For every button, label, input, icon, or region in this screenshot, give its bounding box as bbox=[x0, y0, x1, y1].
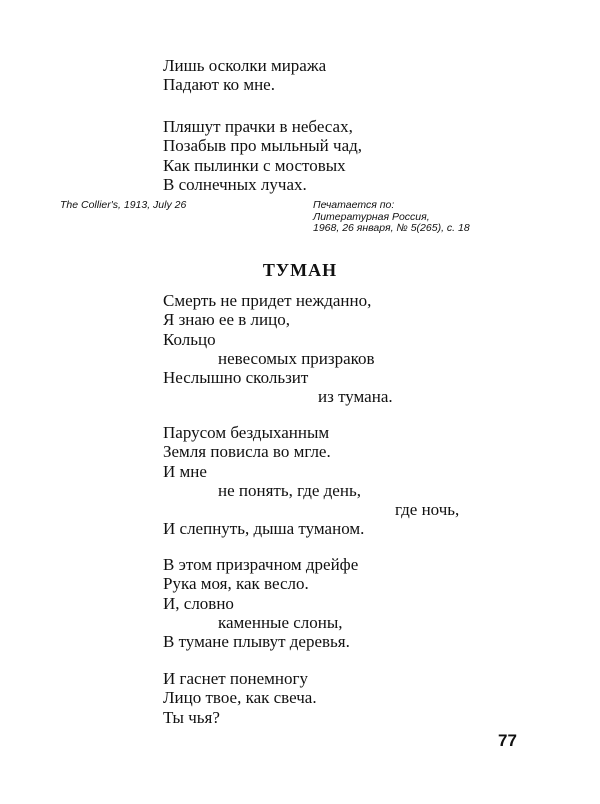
poem-line: Ты чья? bbox=[163, 707, 220, 727]
poem-line: Земля повисла во мгле. bbox=[163, 442, 331, 462]
stanza bbox=[163, 56, 326, 95]
poem-line: каменные слоны, bbox=[218, 612, 343, 632]
poem-line: Пляшут прачки в небесах, bbox=[163, 117, 353, 136]
poem-line: Рука моя, как весло. bbox=[163, 574, 309, 594]
poem-line: И мне bbox=[163, 461, 207, 481]
poem-line: не понять, где день, bbox=[218, 480, 361, 500]
poem-line: Падают ко мне. bbox=[163, 75, 275, 95]
poem-line: Как пылинки с мостовых bbox=[163, 155, 346, 175]
poem-line: Я знаю ее в лицо, bbox=[163, 310, 290, 330]
poem-line: И слепнуть, дыша туманом. bbox=[163, 519, 365, 539]
poem-line: И гаснет понемногу bbox=[163, 669, 308, 688]
stanza bbox=[163, 669, 317, 727]
stanza bbox=[163, 555, 358, 651]
poem-line: В этом призрачном дрейфе bbox=[163, 555, 359, 574]
poem-line: Позабыв про мыльный чад, bbox=[163, 136, 363, 156]
stanza bbox=[163, 291, 393, 407]
poem-line: из тумана. bbox=[318, 387, 393, 407]
poem-line: Кольцо bbox=[163, 329, 216, 349]
poem-line: невесомых призраков bbox=[218, 348, 375, 368]
source-line: Литературная Россия, bbox=[313, 210, 430, 223]
poem-line: Лишь осколки миража bbox=[163, 56, 327, 75]
source-original: The Collier's, 1913, July 26 bbox=[60, 199, 187, 211]
poem-line: И, словно bbox=[163, 593, 234, 613]
stanza bbox=[163, 423, 459, 539]
poem-line: В тумане плывут деревья. bbox=[163, 632, 350, 652]
page-number: 77 bbox=[498, 731, 517, 750]
poem-title: ТУМАН bbox=[262, 260, 338, 280]
source-line: 1968, 26 января, № 5(265), с. 18 bbox=[313, 222, 470, 234]
poem-line: Смерть не придет нежданно, bbox=[163, 291, 372, 310]
poem-line: Неслышно скользит bbox=[163, 368, 309, 388]
poem-line: Лицо твое, как свеча. bbox=[163, 688, 317, 708]
source-line: Печатается по: bbox=[313, 199, 395, 211]
poem-line: Парусом бездыханным bbox=[163, 423, 330, 442]
source-reprint bbox=[313, 200, 470, 235]
stanza bbox=[163, 117, 362, 194]
poem-line: где ночь, bbox=[395, 500, 460, 520]
poem-line: В солнечных лучах. bbox=[163, 174, 307, 194]
